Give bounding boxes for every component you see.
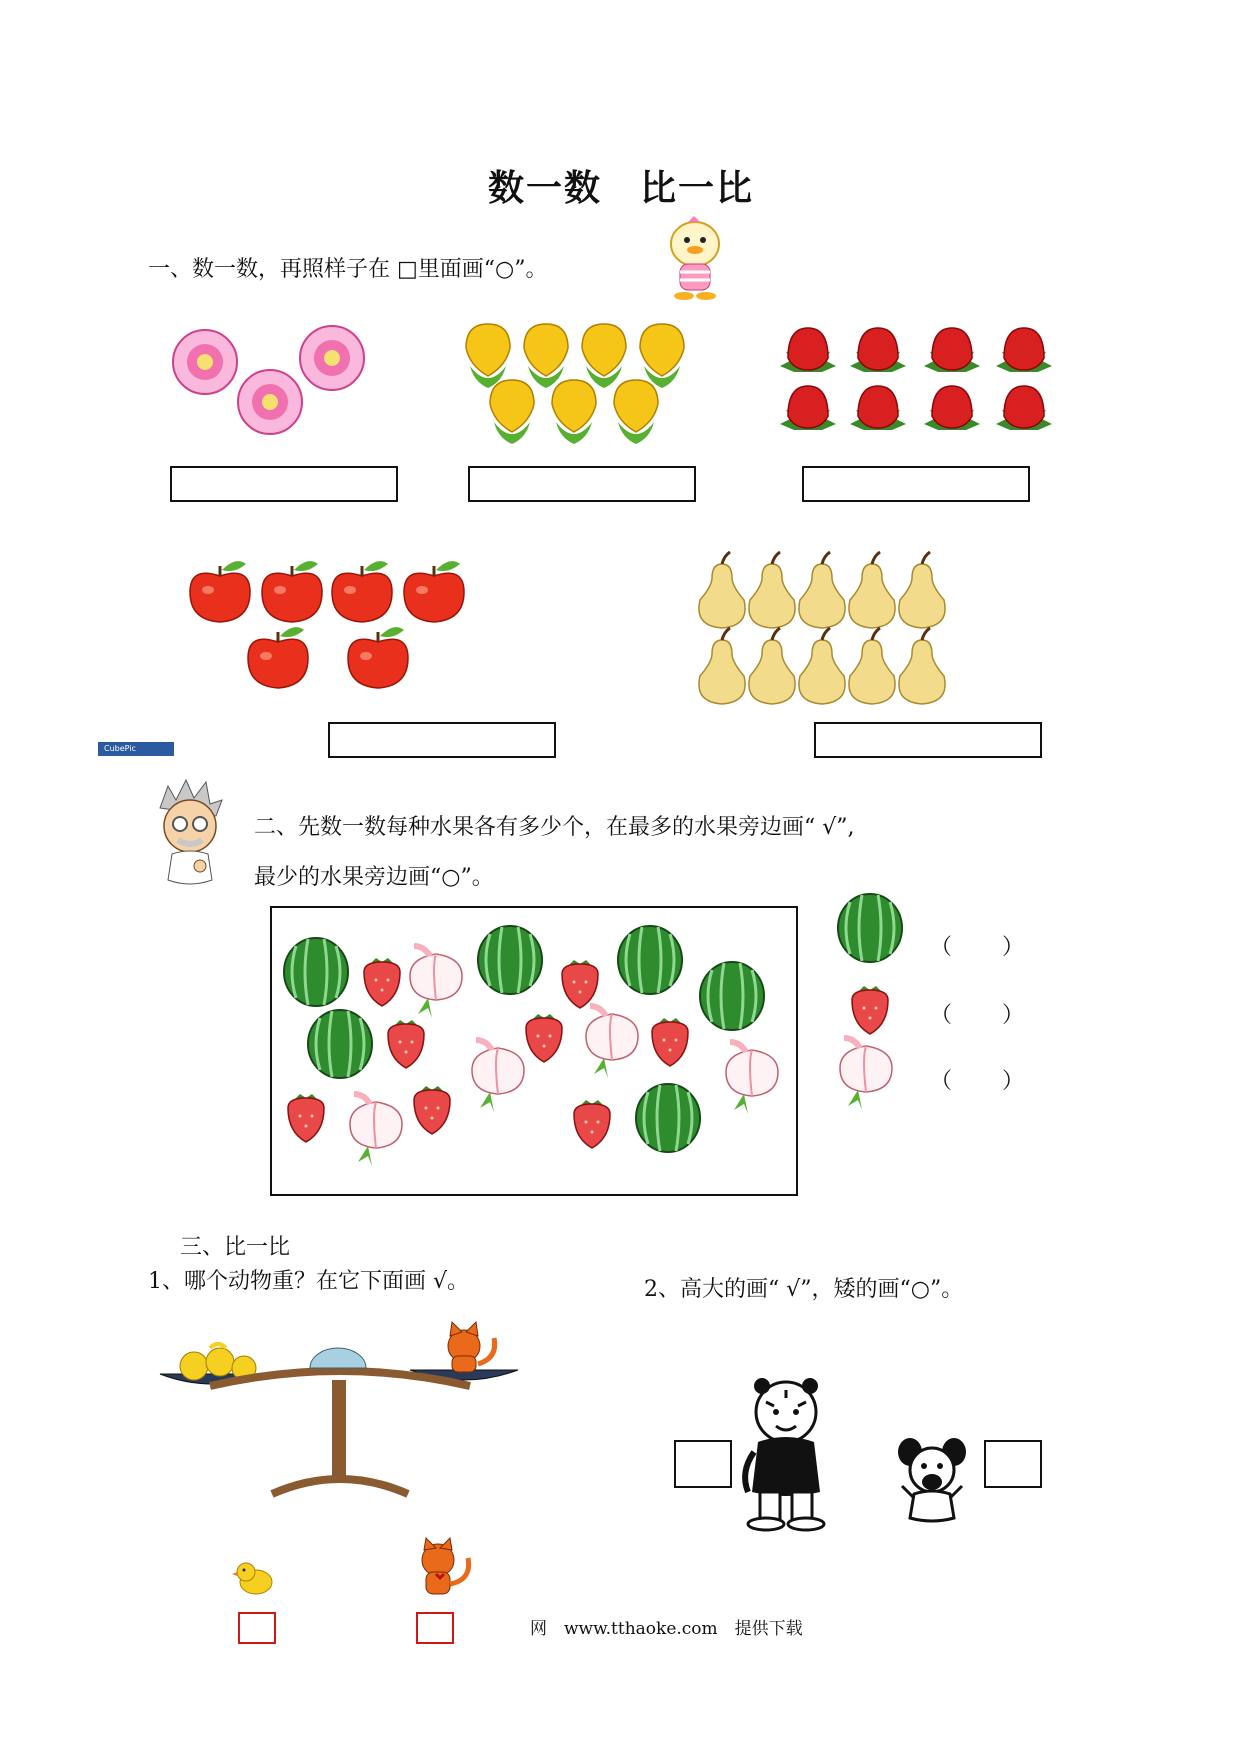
pear-icon: [699, 628, 745, 704]
dog-icon: [888, 1436, 978, 1528]
flower-group: [160, 320, 380, 440]
apple-icon: [190, 561, 250, 622]
footer-text: 网 www.tthaoke.com 提供下载: [530, 1619, 803, 1639]
answer-box-chick[interactable]: [238, 1612, 276, 1644]
answer-box-strawberries[interactable]: [802, 466, 1030, 502]
section3-q1: 1、哪个动物重？在它下面画 √。: [148, 1269, 470, 1294]
corn-icon: [582, 324, 626, 388]
answer-paren-open-watermelon: （: [930, 935, 953, 960]
corn-icon: [552, 380, 596, 444]
apple-icon: [248, 627, 308, 688]
pear-group: [690, 546, 950, 706]
answer-slot-watermelon[interactable]: [966, 926, 1006, 956]
strawberry-icon: [924, 386, 980, 430]
answer-slot-strawberry[interactable]: [966, 994, 1006, 1024]
strawberry-icon: [414, 1086, 450, 1134]
peach-icon: [410, 946, 462, 1018]
answer-paren-open-peach: （: [930, 1069, 953, 1094]
pear-icon: [849, 552, 895, 628]
watermelon-icon: [308, 1010, 372, 1078]
section2-instruction-line2: 最少的水果旁边画“○”。: [254, 865, 494, 890]
strawberry-icon: [850, 328, 906, 372]
peach-icon: [586, 1006, 638, 1078]
watermelon-icon: [284, 938, 348, 1006]
peach-icon: [840, 1038, 892, 1110]
watermelon-icon: [618, 926, 682, 994]
pear-icon: [749, 552, 795, 628]
peach-icon: [472, 1040, 524, 1112]
strawberry-icon: [288, 1094, 324, 1142]
professor-icon: [150, 778, 230, 890]
flower-icon: [300, 326, 364, 390]
watermelon-icon: [478, 926, 542, 994]
corn-icon: [466, 324, 510, 388]
watermelon-icon: [700, 962, 764, 1030]
corn-group: [460, 320, 700, 450]
section3-q2: 2、高大的画“ √”，矮的画“○”。: [644, 1277, 964, 1302]
duck-icon: [660, 214, 730, 304]
pear-icon: [799, 628, 845, 704]
pear-icon: [799, 552, 845, 628]
tiger-icon: [736, 1372, 836, 1532]
apple-icon: [332, 561, 392, 622]
pear-icon: [899, 628, 945, 704]
cat-icon: [448, 1322, 495, 1372]
strawberry-icon: [562, 960, 598, 1008]
strawberry-icon: [996, 328, 1052, 372]
strawberry-icon: [996, 386, 1052, 430]
strawberry-icon: [364, 958, 400, 1006]
apple-group: [186, 548, 476, 690]
strawberry-icon: [780, 328, 836, 372]
corn-icon: [524, 324, 568, 388]
peach-icon: [350, 1094, 402, 1166]
answer-box-corn[interactable]: [468, 466, 696, 502]
answer-box-tiger[interactable]: [674, 1440, 732, 1488]
apple-icon: [262, 561, 322, 622]
pear-icon: [899, 552, 945, 628]
peach-icon: [726, 1042, 778, 1114]
page-title: 数一数 比一比: [488, 167, 755, 209]
section3-heading: 三、比一比: [180, 1235, 291, 1260]
watermelon-icon: [636, 1084, 700, 1152]
answer-fruit-column: [830, 888, 910, 1118]
scale-icon: [160, 1326, 530, 1516]
strawberry-icon: [526, 1014, 562, 1062]
strawberry-icon: [850, 386, 906, 430]
answer-box-apples[interactable]: [328, 722, 556, 758]
corn-icon: [614, 380, 658, 444]
strawberry-icon: [852, 986, 888, 1034]
answer-paren-close-strawberry: ）: [1002, 1003, 1025, 1028]
mixed-fruit-picture: [272, 908, 794, 1192]
corn-icon: [490, 380, 534, 444]
strawberry-group: [772, 318, 1062, 438]
answer-slot-peach[interactable]: [966, 1060, 1006, 1090]
watermelon-icon: [838, 894, 902, 962]
pear-icon: [749, 628, 795, 704]
chick-icon: [232, 1560, 276, 1596]
strawberry-icon: [388, 1020, 424, 1068]
apple-icon: [404, 561, 464, 622]
section1-instruction: 一、数一数，再照样子在 □里面画“○”。: [148, 257, 548, 282]
pear-icon: [699, 552, 745, 628]
answer-box-dog[interactable]: [984, 1440, 1042, 1488]
answer-paren-open-strawberry: （: [930, 1003, 953, 1028]
flower-icon: [173, 330, 237, 394]
pear-icon: [849, 628, 895, 704]
answer-box-flowers[interactable]: [170, 466, 398, 502]
answer-box-pears[interactable]: [814, 722, 1042, 758]
answer-paren-close-peach: ）: [1002, 1069, 1025, 1094]
strawberry-icon: [924, 328, 980, 372]
answer-paren-close-watermelon: ）: [1002, 935, 1025, 960]
flower-icon: [238, 370, 302, 434]
logo-mark: CubePic: [98, 742, 174, 756]
strawberry-icon: [652, 1018, 688, 1066]
section2-instruction-line1: 二、先数一数每种水果各有多少个，在最多的水果旁边画“ √”,: [254, 815, 855, 840]
apple-icon: [348, 627, 408, 688]
strawberry-icon: [574, 1100, 610, 1148]
answer-box-cat[interactable]: [416, 1612, 454, 1644]
strawberry-icon: [780, 386, 836, 430]
corn-icon: [640, 324, 684, 388]
cat-icon: [408, 1540, 478, 1600]
